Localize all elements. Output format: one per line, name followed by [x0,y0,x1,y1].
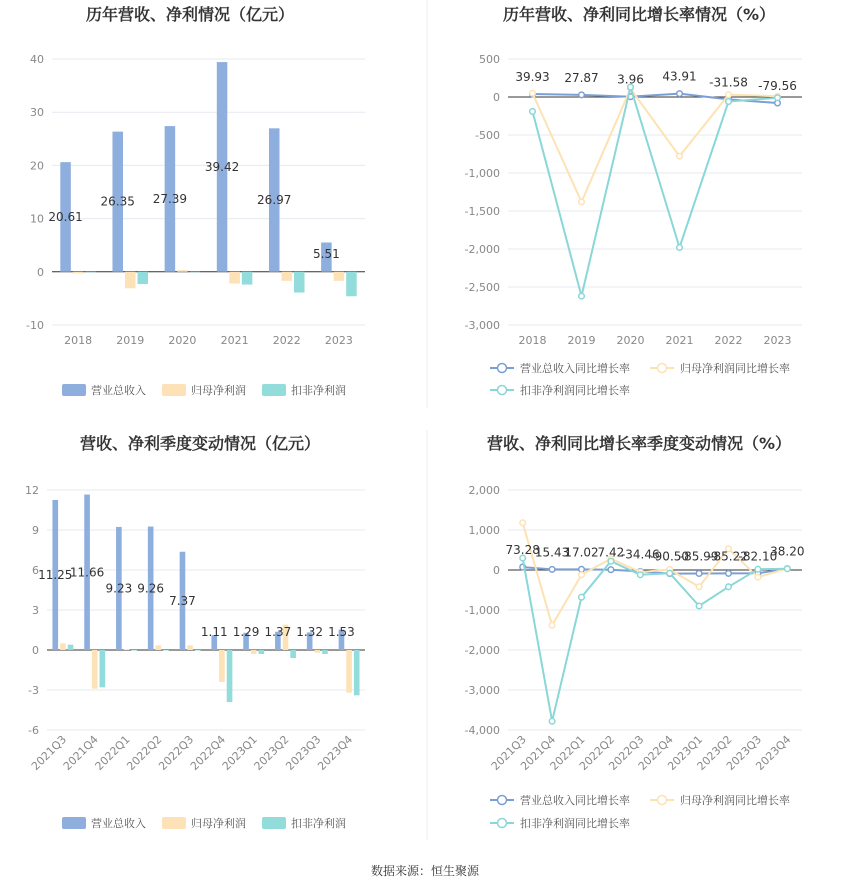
bar-归母净利润-2023 [334,272,345,281]
legend-label: 扣非净利润同比增长率 [520,384,630,397]
x-tick-label: 2022Q4 [187,732,229,773]
y-tick-label: 0 [493,564,500,577]
legend-marker [658,364,667,373]
x-tick-label: 2019 [116,334,145,347]
point-扣非净利润同比增长率-2023 [775,95,781,101]
chart-title: 营收、净利季度变动情况（亿元） [79,434,321,453]
x-tick-label: 2022Q2 [124,732,165,773]
legend-swatch [262,384,286,396]
y-tick-label: 9 [32,524,39,537]
point-扣非净利润同比增长率-2022Q1 [579,594,585,600]
point-归母净利润同比增长率-2019 [579,199,585,205]
y-tick-label: -2,000 [464,243,500,256]
point-扣非净利润同比增长率-2018 [530,109,536,115]
line-data-label: 39.93 [515,69,550,84]
y-tick-label: -4,000 [464,724,500,737]
quarterly-growth-rate-chart [465,434,805,830]
legend-swatch [162,817,186,829]
legend-marker [498,386,507,395]
point-归母净利润同比增长率-2023Q1 [696,584,702,590]
point-扣非净利润同比增长率-2021Q4 [549,718,555,724]
line-data-label: -90.50 [650,549,690,564]
point-扣非净利润同比增长率-2023Q2 [726,584,732,590]
line-data-label: 7.42 [597,545,625,560]
y-tick-label: 12 [25,484,39,497]
legend-label: 营业总收入 [91,817,146,830]
bar-data-label: 39.42 [204,159,240,174]
legend-marker [498,796,507,805]
x-tick-label: 2022Q3 [606,732,647,773]
point-扣非净利润同比增长率-2022Q4 [667,570,673,576]
x-tick-label: 2019 [567,334,596,347]
series-line-归母净利润同比增长率 [533,89,778,202]
quarterly-revenue-profit-chart [25,434,365,830]
y-tick-label: 40 [30,53,44,66]
y-tick-label: -6 [28,724,39,737]
legend-marker [498,819,507,828]
x-tick-label: 2023Q3 [283,732,324,773]
point-营业总收入同比增长率-2019 [579,92,585,98]
x-tick-label: 2021Q4 [60,732,101,773]
bar-data-label: 1.37 [264,625,292,639]
line-data-label: -82.10 [738,549,778,564]
x-tick-label: 2023Q3 [723,732,765,773]
bar-扣非净利润-2020 [190,272,201,273]
bar-归母净利润-2023Q1 [251,650,257,654]
bar-data-label: 5.51 [313,246,340,261]
line-data-label: 43.91 [662,69,697,84]
y-tick-label: -1,000 [464,604,500,617]
x-tick-label: 2022 [272,334,301,347]
bar-data-label: 7.37 [169,593,196,608]
bar-扣非净利润-2022Q2 [163,650,169,651]
bar-data-label: 26.35 [100,194,135,209]
bar-归母净利润-2023Q3 [314,650,320,653]
bar-归母净利润-2021 [229,272,240,284]
point-扣非净利润同比增长率-2023Q3 [755,566,761,572]
x-tick-label: 2022Q3 [156,732,197,773]
point-扣非净利润同比增长率-2023Q1 [696,603,702,609]
series-line-扣非净利润同比增长率 [533,87,778,296]
annual-revenue-profit-chart [26,5,365,397]
line-data-label: -31.58 [709,75,748,90]
point-归母净利润同比增长率-2022Q1 [579,572,585,578]
point-扣非净利润同比增长率-2023Q4 [785,566,791,572]
y-tick-label: 1,000 [468,524,500,537]
y-tick-label: 6 [32,564,39,577]
point-归母净利润同比增长率-2018 [530,90,536,96]
bar-扣非净利润-2023Q2 [290,650,296,658]
bar-data-label: 27.39 [152,191,188,206]
point-归母净利润同比增长率-2021Q3 [520,520,526,526]
y-tick-label: -500 [475,129,500,142]
annual-growth-rate-chart [465,5,802,397]
x-tick-label: 2021 [665,334,694,347]
bar-扣非净利润-2021 [242,272,253,285]
legend-label: 营业总收入 [91,384,146,397]
point-归母净利润同比增长率-2021Q4 [549,622,555,628]
point-营业总收入同比增长率-2023Q1 [696,571,702,577]
y-tick-label: 0 [32,644,39,657]
point-归母净利润同比增长率-2023Q3 [755,574,761,580]
bar-data-label: 1.29 [232,625,260,639]
x-tick-label: 2023Q2 [694,732,735,773]
data-source-footer: 数据来源：恒生聚源 [370,864,479,878]
bar-归母净利润-2022Q1 [124,649,130,650]
bar-扣非净利润-2022Q3 [195,650,201,651]
line-data-label: -34.46 [620,547,660,562]
x-tick-label: 2018 [64,334,93,347]
line-data-label: 15.43 [534,545,570,560]
x-tick-label: 2023Q1 [219,732,260,773]
y-tick-label: -1,000 [464,167,500,180]
x-tick-label: 2020 [616,334,645,347]
bar-扣非净利润-2023Q4 [354,650,360,695]
bar-归母净利润-2022Q3 [187,645,193,650]
point-营业总收入同比增长率-2022Q2 [608,567,614,573]
point-扣非净利润同比增长率-2021 [677,245,683,251]
legend-marker [658,796,667,805]
bar-扣非净利润-2018 [85,272,96,273]
chart-title: 历年营收、净利情况（亿元） [85,5,295,24]
bar-data-label: 26.97 [257,193,292,208]
x-tick-label: 2021Q3 [28,732,70,773]
bar-归母净利润-2018 [73,272,84,274]
bar-归母净利润-2020 [177,270,188,272]
line-data-label: 17.02 [564,545,599,560]
bar-扣非净利润-2021Q3 [68,645,74,650]
y-tick-label: 500 [479,53,500,66]
bar-扣非净利润-2023Q3 [322,650,328,654]
legend-label: 归母净利润同比增长率 [680,794,790,807]
y-tick-label: 3 [32,604,39,617]
bar-归母净利润-2022Q4 [219,650,225,682]
x-tick-label: 2023 [324,334,353,347]
y-tick-label: -2,500 [464,281,500,294]
y-tick-label: -3,000 [464,319,500,332]
legend-label: 扣非净利润 [291,817,346,830]
x-tick-label: 2021Q3 [488,732,529,773]
y-tick-label: 0 [493,91,500,104]
legend-swatch [262,817,286,829]
y-tick-label: -10 [26,319,44,332]
bar-归母净利润-2021Q3 [60,643,66,650]
x-tick-label: 2023 [763,334,792,347]
bar-扣非净利润-2022Q4 [227,650,233,702]
legend-label: 扣非净利润同比增长率 [520,817,630,830]
bar-归母净利润-2019 [125,272,136,288]
bar-data-label: 1.53 [328,625,355,639]
x-tick-label: 2022Q2 [576,732,618,773]
y-tick-label: -1,500 [464,205,500,218]
legend-marker [498,364,507,373]
bar-data-label: 9.23 [105,581,133,596]
x-tick-label: 2023Q4 [315,732,356,773]
bar-归母净利润-2021Q4 [92,650,98,689]
bar-扣非净利润-2023 [346,272,357,296]
bar-data-label: 20.61 [48,209,83,224]
legend-label: 营业总收入同比增长率 [520,794,630,807]
line-data-label: 73.28 [505,543,540,558]
x-tick-label: 2020 [168,334,197,347]
y-tick-label: 30 [30,106,44,120]
point-扣非净利润同比增长率-2022 [726,99,732,105]
point-扣非净利润同比增长率-2019 [579,293,585,299]
legend-label: 归母净利润 [191,384,246,397]
x-tick-label: 2023Q4 [753,732,794,773]
x-tick-label: 2022Q1 [547,732,588,773]
chart-title: 营收、净利同比增长率季度变动情况（%） [486,434,792,453]
legend-label: 归母净利润同比增长率 [680,362,790,375]
x-tick-label: 2022Q4 [635,732,676,773]
legend-swatch [62,817,86,829]
line-data-label: 38.20 [770,544,805,559]
series-line-扣非净利润同比增长率 [523,558,788,721]
bar-data-label: 9.26 [137,581,165,596]
bar-归母净利润-2023Q4 [346,650,352,693]
line-data-label: 3.96 [617,72,644,87]
line-data-label: -85.99 [679,549,719,564]
point-营业总收入同比增长率-2021Q4 [549,567,555,573]
y-tick-label: -3,000 [464,684,500,697]
line-data-label: -79.56 [758,79,797,94]
y-tick-label: 0 [37,265,44,279]
bar-归母净利润-2022 [281,272,292,281]
bar-扣非净利润-2022Q1 [131,650,137,651]
bar-data-label: 11.25 [38,568,73,582]
bar-data-label: 1.11 [200,625,228,639]
y-tick-label: 20 [30,159,44,173]
legend-label: 扣非净利润 [291,384,346,397]
x-tick-label: 2022 [714,334,743,347]
chart-title: 历年营收、净利同比增长率情况（%） [502,5,776,24]
bar-扣非净利润-2021Q4 [100,650,106,687]
x-tick-label: 2021 [220,334,249,347]
x-tick-label: 2018 [518,334,547,347]
y-tick-label: 10 [30,212,44,226]
bar-归母净利润-2022Q2 [155,645,161,650]
y-tick-label: 2,000 [468,484,500,497]
bar-扣非净利润-2022 [294,272,305,293]
point-扣非净利润同比增长率-2022Q3 [638,572,644,578]
line-data-label: 27.87 [564,70,599,85]
bar-data-label: 1.32 [296,625,324,639]
point-归母净利润同比增长率-2022 [726,92,732,98]
x-tick-label: 2023Q1 [665,732,706,773]
bar-data-label: 11.66 [69,565,105,580]
x-tick-label: 2022Q1 [92,732,133,773]
legend-label: 营业总收入同比增长率 [520,362,630,375]
legend-label: 归母净利润 [191,817,246,830]
y-tick-label: -2,000 [464,644,500,657]
point-归母净利润同比增长率-2021 [677,153,683,159]
point-营业总收入同比增长率-2023Q2 [726,571,732,577]
bar-扣非净利润-2023Q1 [259,650,265,654]
point-营业总收入同比增长率-2021 [677,91,683,97]
y-tick-label: -3 [28,684,39,697]
bar-扣非净利润-2019 [138,272,149,284]
legend-swatch [62,384,86,396]
x-tick-label: 2021Q4 [518,732,559,773]
line-data-label: -85.22 [709,549,748,564]
legend-swatch [162,384,186,396]
x-tick-label: 2023Q2 [251,732,292,773]
